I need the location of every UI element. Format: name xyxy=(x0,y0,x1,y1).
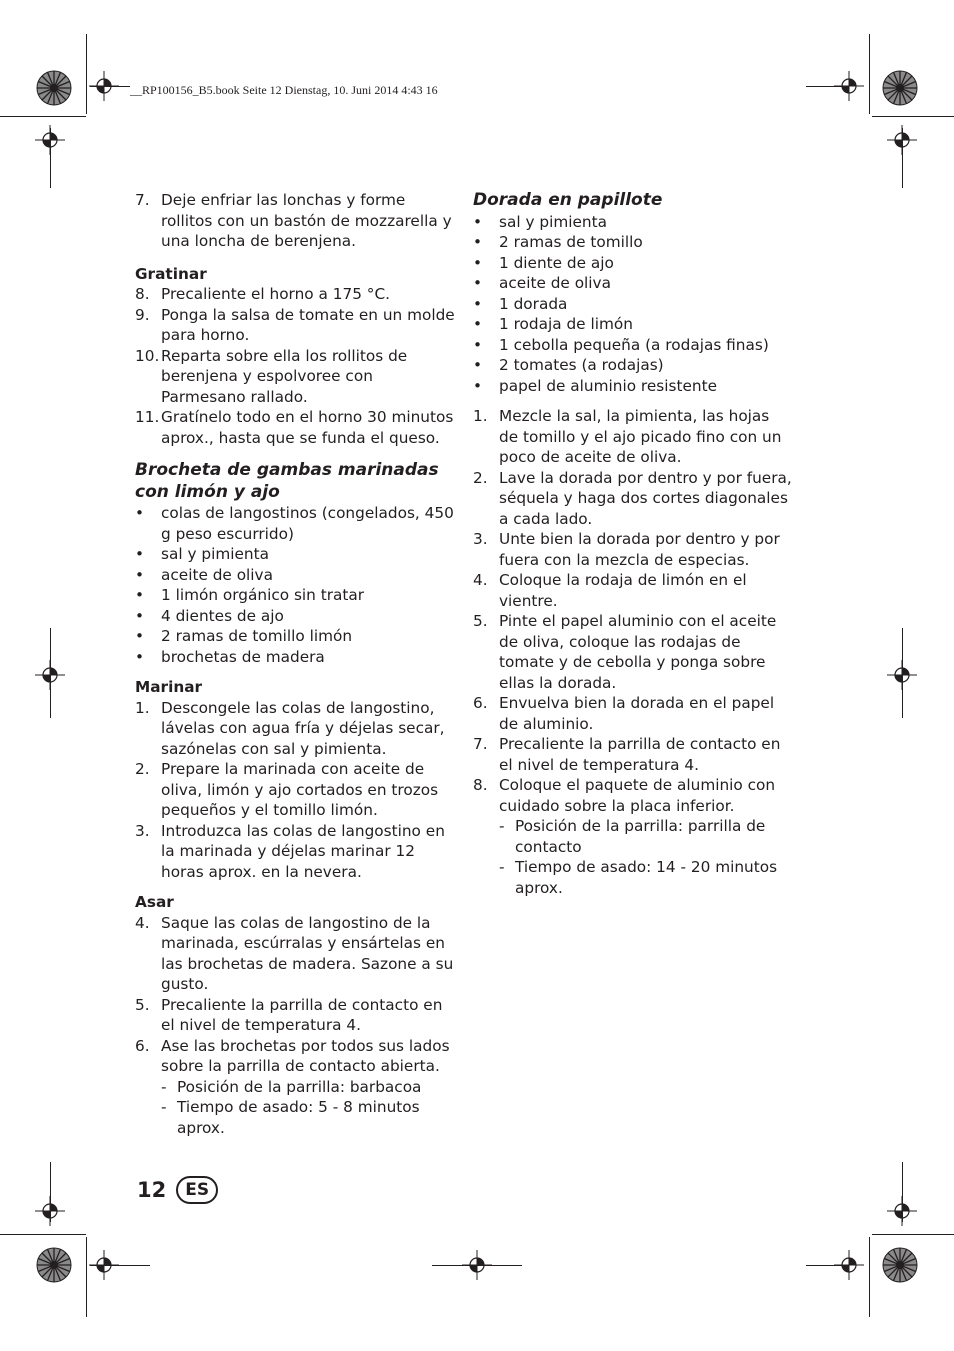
ingredient-item: • 1 limón orgánico sin tratar xyxy=(135,586,365,604)
language-badge: ES xyxy=(176,1176,218,1204)
sub-item: - Tiempo de asado: 14 - 20 minutos aprox. xyxy=(499,858,778,897)
crop-line-bottom-right-h xyxy=(872,1234,954,1235)
sub-item: - Posición de la parrilla: parrilla de contacto xyxy=(499,817,766,856)
step-item: 3. Introduzca las colas de langostino en la marinada y déjelas marinar 12 horas aprox. en la nevera. xyxy=(135,821,445,881)
section-heading-marinar: Marinar xyxy=(135,678,203,696)
crop-line-bottom-left-h xyxy=(0,1234,86,1235)
ingredient-item: • 4 dientes de ajo xyxy=(135,606,284,625)
step-text: Deje enfriar las lonchas y forme rollitos con un bastón de mozzarella y una loncha de berenjena. xyxy=(161,191,452,250)
registration-mark-icon xyxy=(462,1250,492,1280)
ingredient-item: • 1 dorada xyxy=(473,294,568,313)
registration-mark-icon xyxy=(35,660,65,690)
ingredient-item: • 2 ramas de tomillo xyxy=(473,233,643,251)
registration-mark-icon xyxy=(834,1250,864,1280)
ingredient-item: • 2 tomates (a rodajas) xyxy=(473,356,664,374)
step-item: 2. Prepare la marinada con aceite de oliva, limón y ajo cortados en trozos pequeños y el tomillo limón. xyxy=(135,760,439,819)
ingredient-item: • 1 cebolla pequeña (a rodajas finas) xyxy=(473,335,769,354)
ingredient-item: • 2 ramas de tomillo limón xyxy=(135,627,353,645)
file-info-header: __RP100156_B5.book Seite 12 Dienstag, 10. Juni 2014 4:43 16 xyxy=(130,83,438,97)
page-number: 12 xyxy=(137,1178,167,1202)
step-item: 2. Lave la dorada por dentro y por fuera, séquela y haga dos cortes diagonales a cada lado. xyxy=(473,468,792,528)
ingredient-item: • colas de langostinos (congelados, 450 g peso escurrido) xyxy=(135,504,454,543)
recipe-title-dorada: Dorada en papillote xyxy=(473,190,663,210)
ingredient-item: • aceite de oliva xyxy=(473,274,611,292)
recipe-title-brocheta: Brocheta de gambas marinadas con limón y ajo xyxy=(135,460,439,502)
step-item: 10. Reparta sobre ella los rollitos de berenjena y espolvoree con Parmesano rallado. xyxy=(135,346,408,406)
registration-mark-icon xyxy=(834,71,864,101)
ingredient-item: • papel de aluminio resistente xyxy=(473,376,718,395)
registration-mark-icon xyxy=(887,125,917,155)
step-item: 4. Saque las colas de langostino de la marinada, escúrralas y ensártelas en las brochetas de madera. Sazone a su gusto. xyxy=(135,913,454,993)
page-footer xyxy=(137,1175,218,1205)
step-item: 7. Precaliente la parrilla de contacto en el nivel de temperatura 4. xyxy=(473,735,781,774)
registration-mark-icon xyxy=(35,125,65,155)
ingredient-item: • sal y pimienta xyxy=(135,545,269,563)
step-item: 5. Precaliente la parrilla de contacto en el nivel de temperatura 4. xyxy=(135,995,443,1034)
step-item: 1. Descongele las colas de langostino, lávelas con agua fría y déjelas secar, sazónelas con sal y pimienta. xyxy=(135,698,445,758)
step-item: 1. Mezcle la sal, la pimienta, las hojas de tomillo y el ajo picado fino con un poco de aceite de oliva. xyxy=(473,407,782,466)
step-item xyxy=(135,190,455,252)
registration-mark-icon xyxy=(89,1250,119,1280)
crop-line-top-right-v xyxy=(869,34,870,114)
step-item: 3. Unte bien la dorada por dentro y por fuera con la mezcla de especias. xyxy=(473,530,780,569)
step-number: 7. xyxy=(135,191,150,209)
step-item: 11. Gratínelo todo en el horno 30 minutos aprox., hasta que se funda el queso. xyxy=(135,408,454,447)
crop-line-bottom-left-v xyxy=(86,1237,87,1317)
section-heading-gratinar: Gratinar xyxy=(135,264,207,283)
ingredient-item: • aceite de oliva xyxy=(135,565,273,584)
registration-mark-icon xyxy=(89,71,119,101)
step-item: 6. Envuelva bien la dorada en el papel de aluminio. xyxy=(473,694,775,733)
crop-line-top-left-h xyxy=(0,116,86,117)
color-starburst-icon xyxy=(36,70,72,106)
crop-line-bottom-right-v xyxy=(869,1237,870,1317)
registration-mark-icon xyxy=(35,1196,65,1226)
section-heading-asar: Asar xyxy=(135,893,174,911)
right-column xyxy=(473,190,793,898)
crop-line-top-left-v xyxy=(86,34,87,114)
step-item: 6. Ase las brochetas por todos sus lados sobre la parrilla de contacto abierta. xyxy=(135,1036,450,1075)
color-starburst-icon xyxy=(882,1247,918,1283)
step-item: 4. Coloque la rodaja de limón en el vientre. xyxy=(473,571,747,610)
ingredient-item: • brochetas de madera xyxy=(135,647,325,666)
registration-mark-icon xyxy=(887,660,917,690)
ingredient-item: • sal y pimienta xyxy=(473,212,607,231)
step-item: 9. Ponga la salsa de tomate en un molde para horno. xyxy=(135,305,455,344)
step-item: 8. Coloque el paquete de aluminio con cuidado sobre la placa inferior. xyxy=(473,776,776,815)
registration-mark-icon xyxy=(887,1196,917,1226)
left-column xyxy=(135,190,455,1138)
ingredient-item: • 1 rodaja de limón xyxy=(473,315,633,333)
sub-item: - Posición de la parrilla: barbacoa xyxy=(161,1077,422,1096)
step-item: 5. Pinte el papel aluminio con el aceite de oliva, coloque las rodajas de tomate y de cebolla y ponga sobre ellas la dorada. xyxy=(473,612,777,692)
color-starburst-icon xyxy=(36,1247,72,1283)
crop-line-top-right-h xyxy=(872,116,954,117)
sub-item: - Tiempo de asado: 5 - 8 minutos aprox. xyxy=(161,1098,420,1137)
step-item: 8. Precaliente el horno a 175 °C. xyxy=(135,285,390,303)
ingredient-item: • 1 diente de ajo xyxy=(473,253,614,272)
color-starburst-icon xyxy=(882,70,918,106)
